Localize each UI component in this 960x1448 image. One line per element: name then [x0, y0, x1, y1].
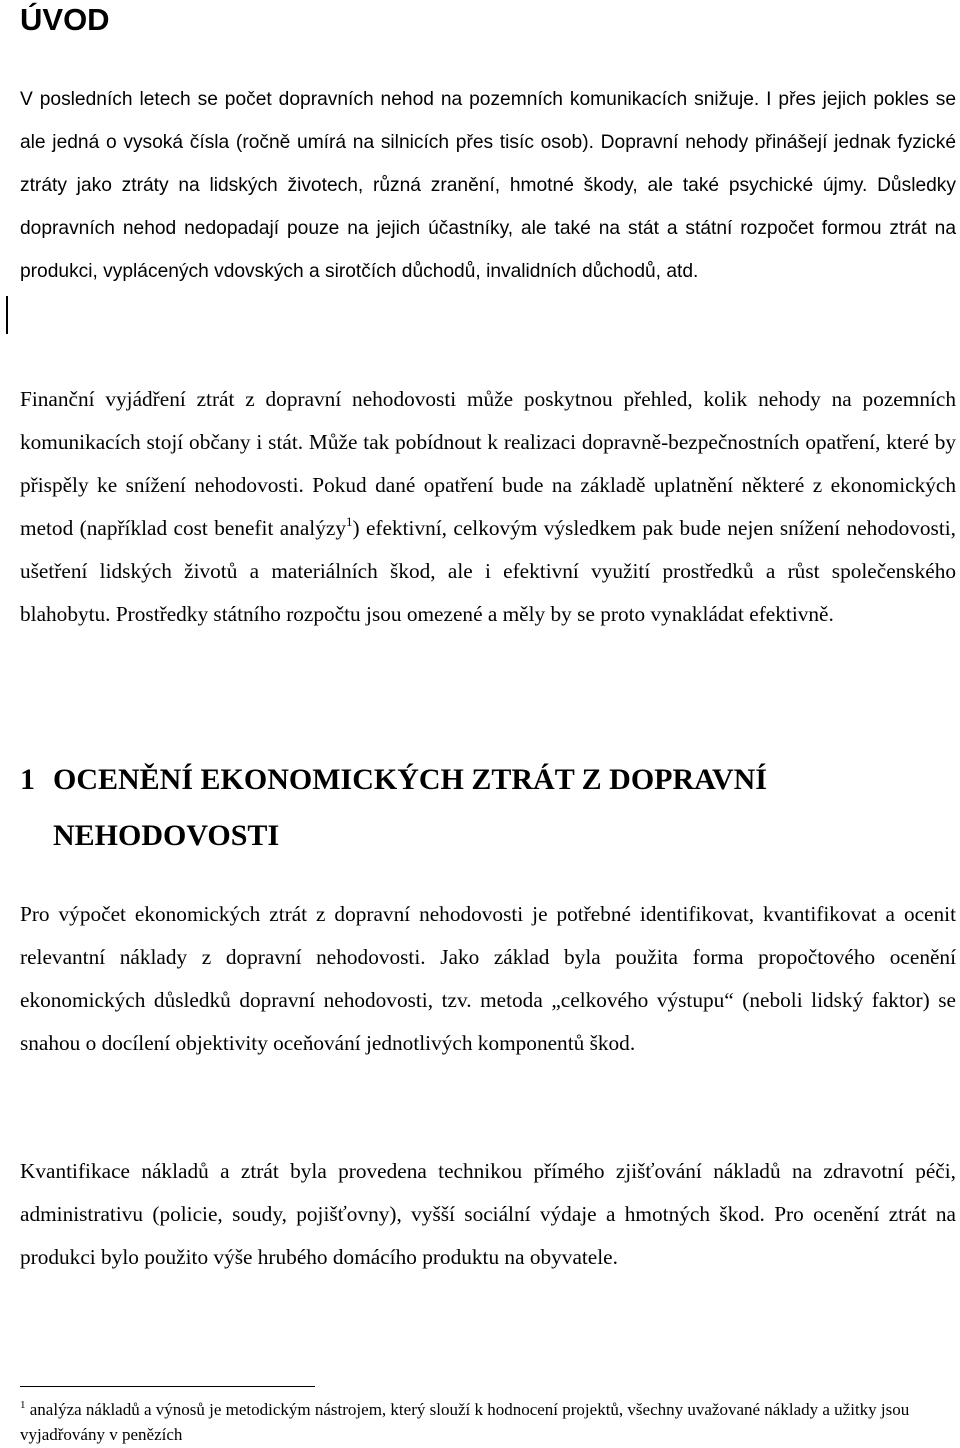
- footnote: [20, 1397, 950, 1447]
- footnote-separator: [20, 1386, 315, 1387]
- intro-heading: ÚVOD: [20, 2, 110, 37]
- chapter-title: OCENĚNÍ EKONOMICKÝCH ZTRÁT Z DOPRAVNÍ NEHODOVOSTI: [53, 763, 767, 852]
- footnote-text: analýza nákladů a výnosů je metodickým nástrojem, který slouží k hodnocení projektů, všechny uvažované náklady a užitky jsou vyjadřovány v penězích: [20, 1400, 910, 1444]
- footnote-number: 1: [20, 1399, 26, 1411]
- intro-paragraph-1: V posledních letech se počet dopravních nehod na pozemních komunikacích snižuje. I přes jejich pokles se ale jedná o vysoká čísla (ročně umírá na silnicích přes tisíc osob). Dopravní nehody přinášejí jednak fyzické ztráty jako ztráty na lidských životech, různá zranění, hmotné škody, ale také psychické újmy. Důsledky dopravních nehod nedopadají pouze na jejich účastníky, ale také na stát a státní rozpočet formou ztrát na produkci, vyplácených vdovských a sirotčích důchodů, invalidních důchodů, atd.: [20, 89, 956, 282]
- footnote-reference: 1: [345, 514, 353, 529]
- chapter-heading: [20, 752, 900, 864]
- intro-paragraph-2: [20, 378, 956, 636]
- intro-paragraph-2-text-a: Finanční vyjádření ztrát z dopravní nehodovosti může poskytnou přehled, kolik nehody na pozemních komunikacích stojí občany i stát. Může tak pobídnout k realizaci dopravně-bezpečnostních opatření, které by přispěly ke snížení nehodovosti. Pokud dané opatření bude na základě uplatnění některé z ekonomických metod (například cost benefit analýzy: [20, 387, 956, 540]
- revision-change-bar: [6, 296, 8, 334]
- intro-paragraph-2-text-b: ) efektivní, celkovým výsledkem pak bude nejen snížení nehodovosti, ušetření lidských životů a materiálních škod, ale i efektivní využití prostředků a růst společenského blahobytu. Prostředky státního rozpočtu jsou omezené a měly by se proto vynakládat efektivně.: [20, 516, 957, 626]
- chapter-paragraph-2: Kvantifikace nákladů a ztrát byla provedena technikou přímého zjišťování nákladů na zdravotní péči, administrativu (policie, soudy, pojišťovny), vyšší sociální výdaje a hmotných škod. Pro ocenění ztrát na produkci bylo použito výše hrubého domácího produktu na obyvatele.: [20, 1159, 956, 1269]
- chapter-number: 1: [20, 763, 35, 796]
- chapter-paragraph-1: Pro výpočet ekonomických ztrát z dopravní nehodovosti je potřebné identifikovat, kvantifikovat a ocenit relevantní náklady z dopravní nehodovosti. Jako základ byla použita forma propočtového ocenění ekonomických důsledků dopravní nehodovosti, tzv. metoda „celkového výstupu“ (neboli lidský faktor) se snahou o docílení objektivity oceňování jednotlivých komponentů škod.: [20, 902, 956, 1055]
